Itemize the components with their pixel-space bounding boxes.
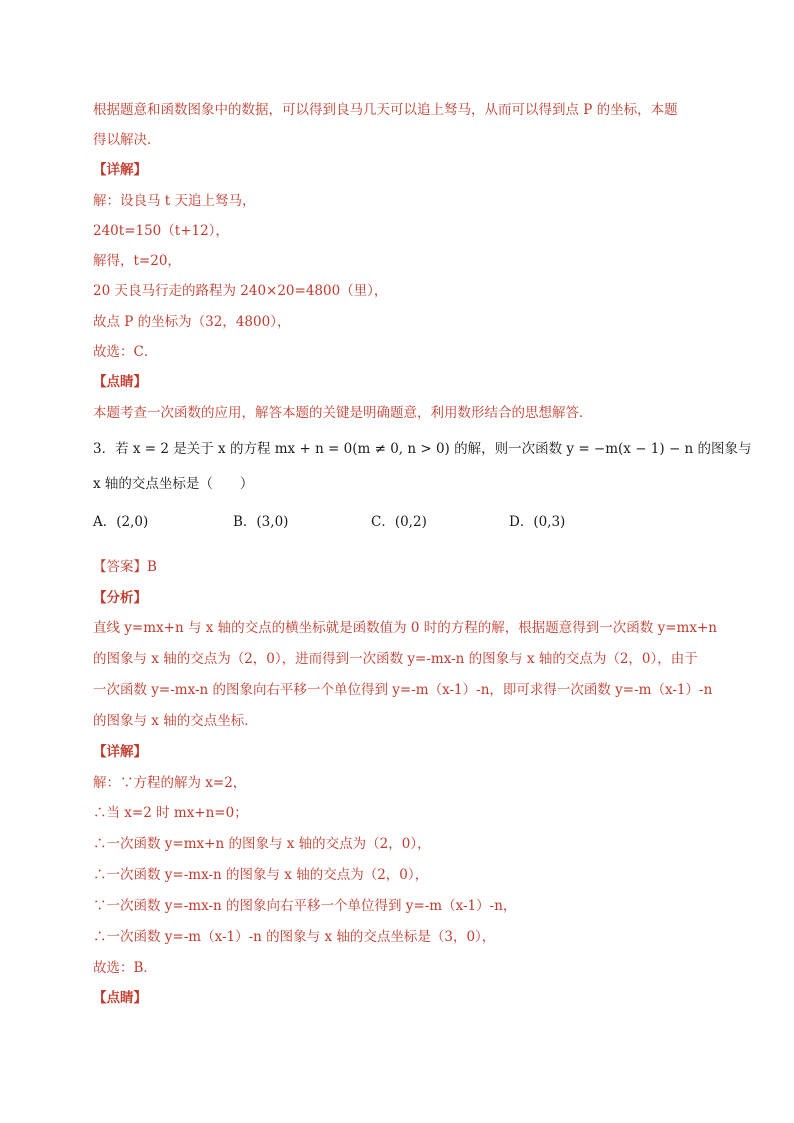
solution-step-2: 240t=150（t+12）， [93, 223, 229, 239]
detail-step-5: ∵一次函数 y=-mx-n 的图象向右平移一个单位得到 y=-m（x-1）-n， [93, 898, 517, 914]
detail-step-2: ∴当 x=2 时 mx+n=0； [93, 805, 248, 821]
detail-header-2: 【详解】 [93, 744, 147, 760]
question-3-line-1: 3．若 x = 2 是关于 x 的方程 mx + n = 0(m ≠ 0, n > 0) 的解，则一次函数 y = −m(x − 1) − n 的图象与 [93, 441, 752, 457]
option-d: D．(0,3) [509, 514, 566, 530]
option-a: A．(2,0) [93, 514, 149, 530]
solution-step-4: 20 天良马行走的路程为 240×20=4800（里）， [93, 283, 388, 299]
question-3-line-2: x 轴的交点坐标是（ ） [93, 476, 254, 492]
detail-step-7: 故选：B． [93, 960, 157, 976]
intro-line-2: 得以解决． [93, 132, 161, 148]
comment-text: 本题考查一次函数的应用，解答本题的关键是明确题意，利用数形结合的思想解答． [93, 405, 593, 421]
option-c: C．(0,2) [371, 514, 427, 530]
solution-step-6: 故选：C． [93, 344, 158, 360]
comment-header: 【点睛】 [93, 374, 147, 390]
option-b: B．(3,0) [233, 514, 289, 530]
analysis-line-4: 的图象与 x 轴的交点坐标． [93, 713, 258, 729]
analysis-line-1: 直线 y=mx+n 与 x 轴的交点的横坐标就是函数值为 0 时的方程的解，根据题意得到一次函数 y=mx+n [93, 620, 717, 636]
analysis-line-2: 的图象与 x 轴的交点为（2，0），进而得到一次函数 y=-mx-n 的图象与 x 轴的交点为（2，0），由于 [93, 651, 698, 667]
analysis-line-3: 一次函数 y=-mx-n 的图象向右平移一个单位得到 y=-m（x-1）-n，即可求得一次函数 y=-m（x-1）-n [93, 682, 713, 698]
detail-step-4: ∴一次函数 y=-mx-n 的图象与 x 轴的交点为（2，0）， [93, 867, 429, 883]
comment-header-2: 【点睛】 [93, 990, 147, 1006]
detail-step-3: ∴一次函数 y=mx+n 的图象与 x 轴的交点为（2，0）， [93, 836, 431, 852]
detail-step-6: ∴一次函数 y=-m（x-1）-n 的图象与 x 轴的交点坐标是（3，0）， [93, 929, 496, 945]
analysis-header: 【分析】 [93, 590, 147, 606]
solution-step-3: 解得，t=20， [93, 253, 181, 269]
answer-line: 【答案】B [93, 559, 157, 575]
detail-header: 【详解】 [93, 162, 147, 178]
solution-step-5: 故点 P 的坐标为（32，4800）， [93, 314, 291, 330]
intro-line-1: 根据题意和函数图象中的数据，可以得到良马几天可以追上驽马，从而可以得到点 P 的坐标，本题 [93, 102, 678, 118]
detail-step-1: 解：∵方程的解为 x=2， [93, 775, 247, 791]
solution-step-1: 解：设良马 t 天追上驽马， [93, 193, 256, 209]
